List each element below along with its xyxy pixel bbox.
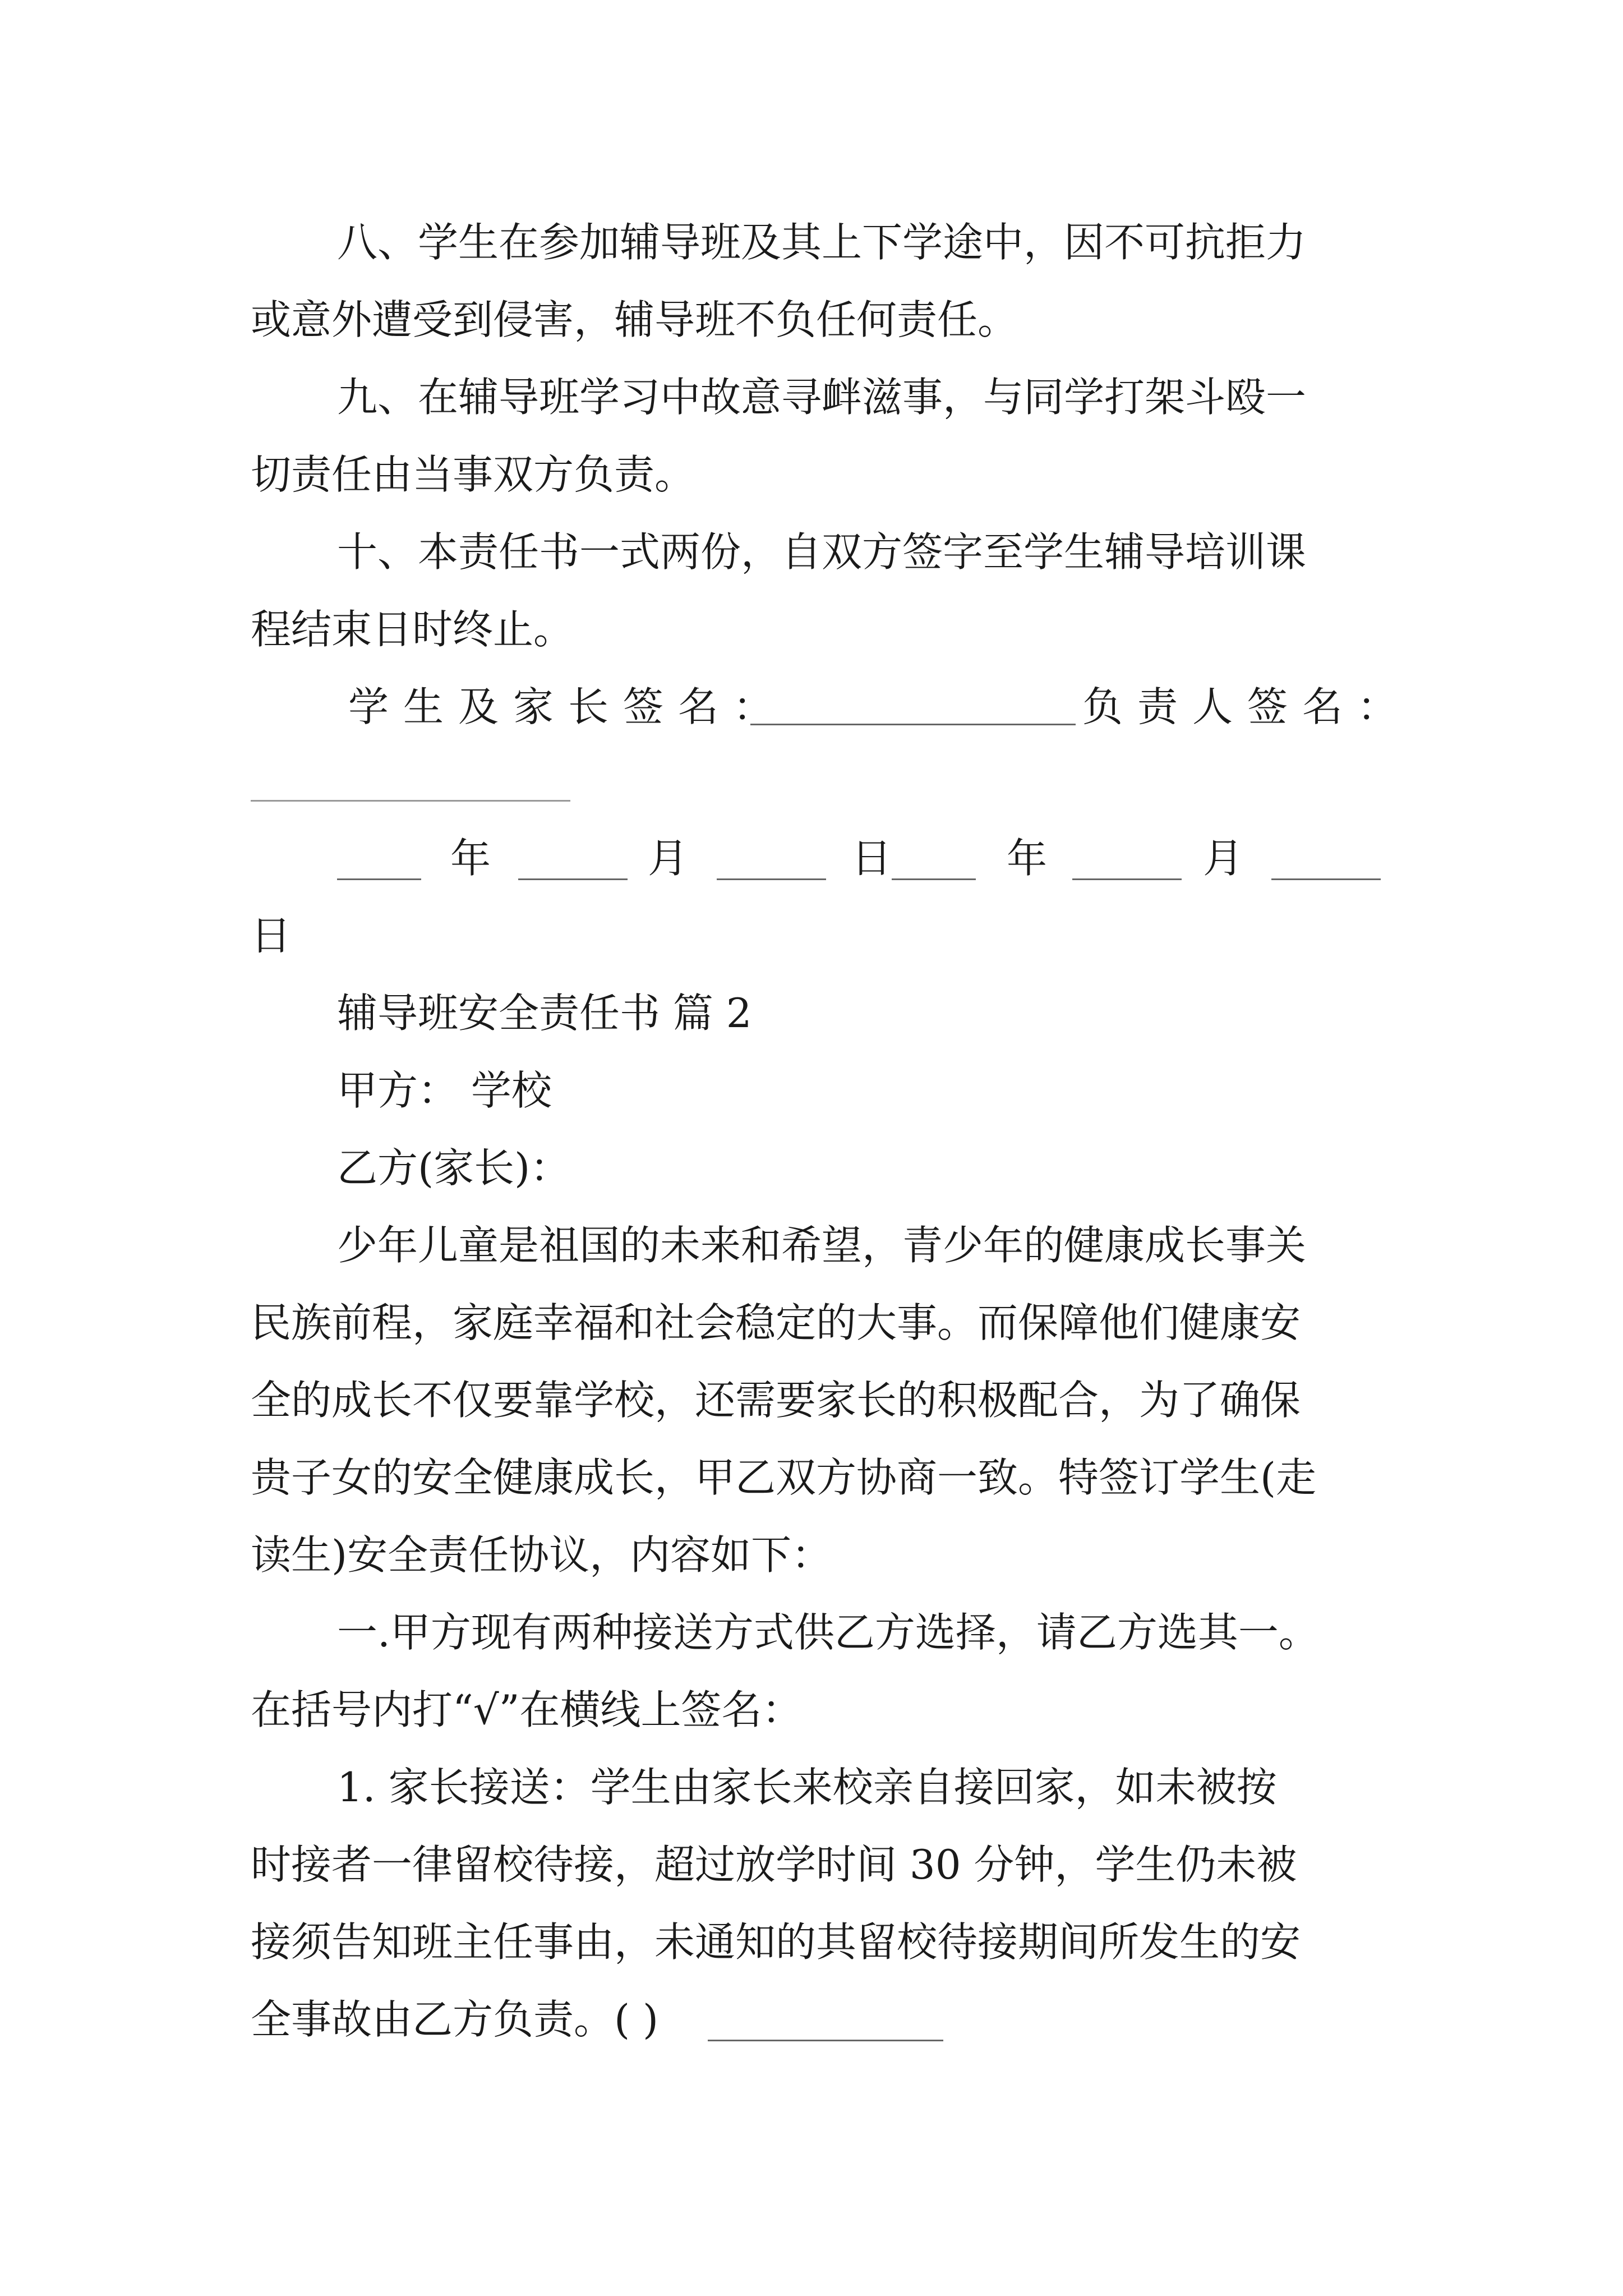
paragraph-9-line-1: 九、在辅导班学习中故意寻衅滋事，与同学打架斗殴一: [337, 374, 1307, 421]
section-2-title: 辅导班安全责任书 篇 2: [337, 990, 752, 1037]
intro-line-3: 全的成长不仅要靠学校，还需要家长的积极配合，为了确保: [251, 1377, 1301, 1424]
date-month-label-1: 月: [648, 835, 689, 882]
paragraph-8-line-1: 八、学生在参加辅导班及其上下学途中，因不可抗拒力: [337, 219, 1307, 266]
responsible-person-signature-blank: [251, 800, 570, 802]
option-1-line-3: 接须告知班主任事由，未通知的其留校待接期间所发生的安: [251, 1918, 1301, 1966]
intro-line-4: 贵子女的安全健康成长，甲乙双方协商一致。特签订学生(走: [251, 1454, 1317, 1501]
option-1-line-1: 1. 家长接送：学生由家长来校亲自接回家，如未被按: [337, 1764, 1277, 1811]
option-1-line-4: 全事故由乙方负责。( ): [251, 1996, 659, 2043]
date-year-label-1: 年: [450, 835, 491, 882]
item-1-line-1: 一.甲方现有两种接送方式供乙方选择，请乙方选其一。: [337, 1609, 1319, 1656]
date-month-blank-1: [518, 878, 628, 880]
intro-line-2: 民族前程，家庭幸福和社会稳定的大事。而保障他们健康安: [251, 1299, 1301, 1346]
date-day-blank-2: [1271, 878, 1381, 880]
paragraph-9-line-2: 切责任由当事双方负责。: [251, 451, 695, 498]
date-month-label-2: 月: [1203, 835, 1244, 882]
student-parent-signature-blank: [750, 724, 1076, 725]
intro-line-1: 少年儿童是祖国的未来和希望，青少年的健康成长事关: [337, 1222, 1307, 1269]
option-1-signature-blank: [708, 2040, 943, 2041]
date-year-blank-2: [892, 878, 976, 880]
date-day-blank-1: [717, 878, 826, 880]
intro-line-5: 读生)安全责任协议，内容如下：: [251, 1531, 832, 1579]
date-year-label-2: 年: [1007, 835, 1048, 882]
date-day-label-1: 日: [851, 835, 892, 882]
student-parent-signature-label: 学生及家长签名：: [348, 683, 789, 730]
party-b: 乙方(家长)：: [337, 1144, 571, 1191]
paragraph-10-line-1: 十、本责任书一式两份，自双方签字至学生辅导培训课: [337, 528, 1307, 576]
date-day-label-2: 日: [251, 912, 292, 959]
paragraph-10-line-2: 程结束日时终止。: [251, 606, 574, 653]
date-year-blank-1: [337, 878, 421, 880]
option-1-line-2: 时接者一律留校待接，超过放学时间 30 分钟，学生仍未被: [251, 1841, 1297, 1888]
paragraph-8-line-2: 或意外遭受到侵害，辅导班不负任何责任。: [251, 296, 1018, 343]
item-1-line-2: 在括号内打“√”在横线上签名：: [251, 1686, 803, 1733]
responsible-person-signature-label: 负责人签名：: [1082, 683, 1413, 730]
party-a: 甲方： 学校: [337, 1067, 552, 1114]
date-month-blank-2: [1072, 878, 1182, 880]
